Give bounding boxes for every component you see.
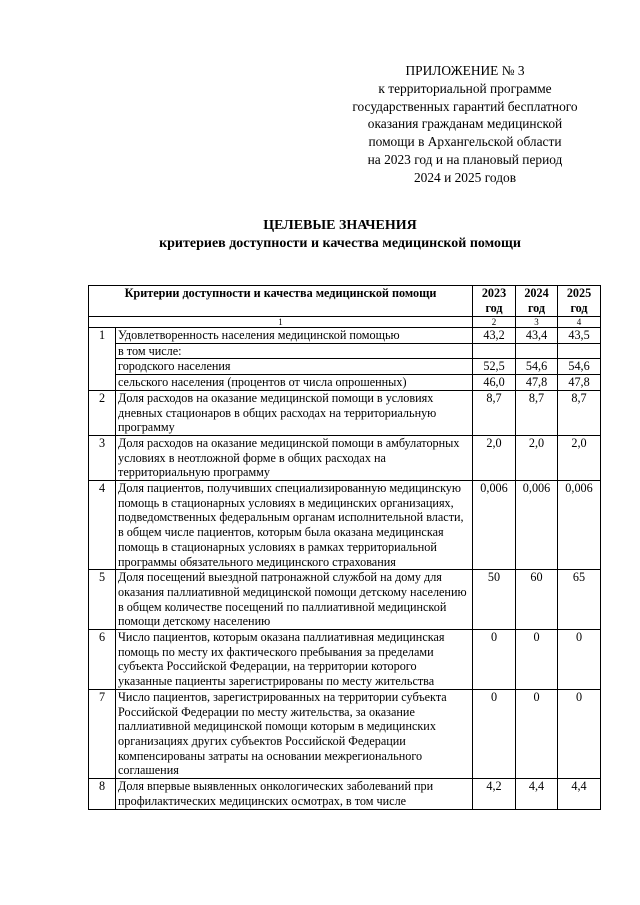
- row-text: в том числе:: [116, 343, 473, 359]
- row-text: Доля пациентов, получивших специализированную медицинскую помощь в стационарных условиях в медицинских организациях, подведомственных федеральным органам исполнительной власти, в общем числе пациентов, которым была оказана медицинская помощь в стационарных условиях в рамках территориальной программы обязательного медицинского страхования: [116, 481, 473, 570]
- table-row: [89, 343, 601, 359]
- value-2024: 47,8: [516, 375, 558, 391]
- value-2024: 2,0: [516, 435, 558, 480]
- header-year: 2025: [566, 286, 592, 300]
- appendix-block: [300, 62, 630, 187]
- value-2024: 4,4: [516, 779, 558, 809]
- table-row: [89, 375, 601, 391]
- row-text: городского населения: [116, 359, 473, 375]
- row-number: 3: [89, 435, 116, 480]
- value-2025: 8,7: [558, 390, 601, 435]
- header-criteria: Критерии доступности и качества медицинской помощи: [89, 286, 473, 317]
- value-2023: 50: [473, 570, 516, 630]
- value-2023: 4,2: [473, 779, 516, 809]
- row-text: сельского населения (процентов от числа опрошенных): [116, 375, 473, 391]
- row-text: Доля посещений выездной патронажной службой на дому для оказания паллиативной медицинской помощи детскому населению в общем количестве посещений по паллиативной медицинской помощи детскому населению: [116, 570, 473, 630]
- value-2024: 8,7: [516, 390, 558, 435]
- value-2024: 0: [516, 630, 558, 690]
- value-2025: 0: [558, 689, 601, 778]
- column-index-row: [89, 317, 601, 328]
- value-2025: 54,6: [558, 359, 601, 375]
- value-2024: 60: [516, 570, 558, 630]
- row-text: Доля расходов на оказание медицинской помощи в амбулаторных условиях в неотложной форме в общих расходах на территориальную программу: [116, 435, 473, 480]
- value-2023: 43,2: [473, 328, 516, 344]
- appendix-line: ПРИЛОЖЕНИЕ № 3: [405, 63, 525, 78]
- title-line-1: ЦЕЛЕВЫЕ ЗНАЧЕНИЯ: [263, 218, 417, 233]
- appendix-line: государственных гарантий бесплатного: [352, 98, 578, 114]
- title-line-2: критериев доступности и качества медицинской помощи: [159, 236, 521, 251]
- header-year-2024: [516, 286, 558, 317]
- value-2024: 43,4: [516, 328, 558, 344]
- value-2025: [558, 343, 601, 359]
- value-2023: 2,0: [473, 435, 516, 480]
- column-index: 2: [473, 317, 516, 328]
- appendix-line: оказания гражданам медицинской: [367, 116, 563, 132]
- header-year-2025: [558, 286, 601, 317]
- value-2024: 54,6: [516, 359, 558, 375]
- row-number: 8: [89, 779, 116, 809]
- criteria-table-body: [89, 286, 601, 810]
- value-2023: 0: [473, 689, 516, 778]
- table-row: [89, 630, 601, 690]
- value-2025: 43,5: [558, 328, 601, 344]
- appendix-line: 2024 и 2025 годов: [413, 169, 517, 185]
- value-2023: 52,5: [473, 359, 516, 375]
- row-number: 5: [89, 570, 116, 630]
- header-year-unit: год: [485, 301, 503, 315]
- value-2025: 2,0: [558, 435, 601, 480]
- table-row: [89, 328, 601, 344]
- column-index: 1: [89, 317, 473, 328]
- row-text: Число пациентов, зарегистрированных на территории субъекта Российской Федерации по месту жительства, за оказание паллиативной медицинской помощи которым в медицинских организациях других субъектов Российской Федерации компенсированы затраты на основании межрегионального соглашения: [116, 689, 473, 778]
- appendix-line: на 2023 год и на плановый период: [367, 151, 563, 167]
- value-2023: [473, 343, 516, 359]
- column-index: 3: [516, 317, 558, 328]
- row-text: Удовлетворенность населения медицинской помощью: [116, 328, 473, 344]
- criteria-table: [88, 285, 601, 810]
- header-year-unit: год: [527, 301, 546, 315]
- row-number: 6: [89, 630, 116, 690]
- value-2023: 8,7: [473, 390, 516, 435]
- value-2023: 46,0: [473, 375, 516, 391]
- table-row: [89, 689, 601, 778]
- table-row: [89, 435, 601, 480]
- row-text: Число пациентов, которым оказана паллиативная медицинская помощь по месту их фактического пребывания за пределами субъекта Российской Федерации, на территории которого указанные пациенты зарегистрированы по месту жительства: [116, 630, 473, 690]
- appendix-line: помощи в Архангельской области: [368, 134, 562, 150]
- table-row: [89, 359, 601, 375]
- table-header-row: [89, 286, 601, 317]
- row-number: 7: [89, 689, 116, 778]
- row-number: 1: [89, 328, 116, 391]
- value-2025: 47,8: [558, 375, 601, 391]
- value-2025: 0,006: [558, 481, 601, 570]
- table-row: [89, 779, 601, 809]
- header-year: 2023: [481, 286, 507, 300]
- table-row: [89, 570, 601, 630]
- document-title: [0, 217, 640, 253]
- row-text: Доля расходов на оказание медицинской помощи в условиях дневных стационаров в общих расходах на территориальную программу: [116, 390, 473, 435]
- header-year: 2024: [524, 286, 549, 300]
- header-year-unit: год: [570, 301, 588, 315]
- value-2025: 65: [558, 570, 601, 630]
- value-2025: 4,4: [558, 779, 601, 809]
- value-2024: 0: [516, 689, 558, 778]
- header-year-2023: [473, 286, 516, 317]
- table-row: [89, 390, 601, 435]
- row-number: 4: [89, 481, 116, 570]
- value-2024: [516, 343, 558, 359]
- row-text: Доля впервые выявленных онкологических заболеваний при профилактических медицинских осмотрах, в том числе: [116, 779, 473, 809]
- value-2024: 0,006: [516, 481, 558, 570]
- row-number: 2: [89, 390, 116, 435]
- value-2025: 0: [558, 630, 601, 690]
- appendix-line: к территориальной программе: [378, 80, 552, 96]
- value-2023: 0: [473, 630, 516, 690]
- table-row: [89, 481, 601, 570]
- value-2023: 0,006: [473, 481, 516, 570]
- column-index: 4: [558, 317, 601, 328]
